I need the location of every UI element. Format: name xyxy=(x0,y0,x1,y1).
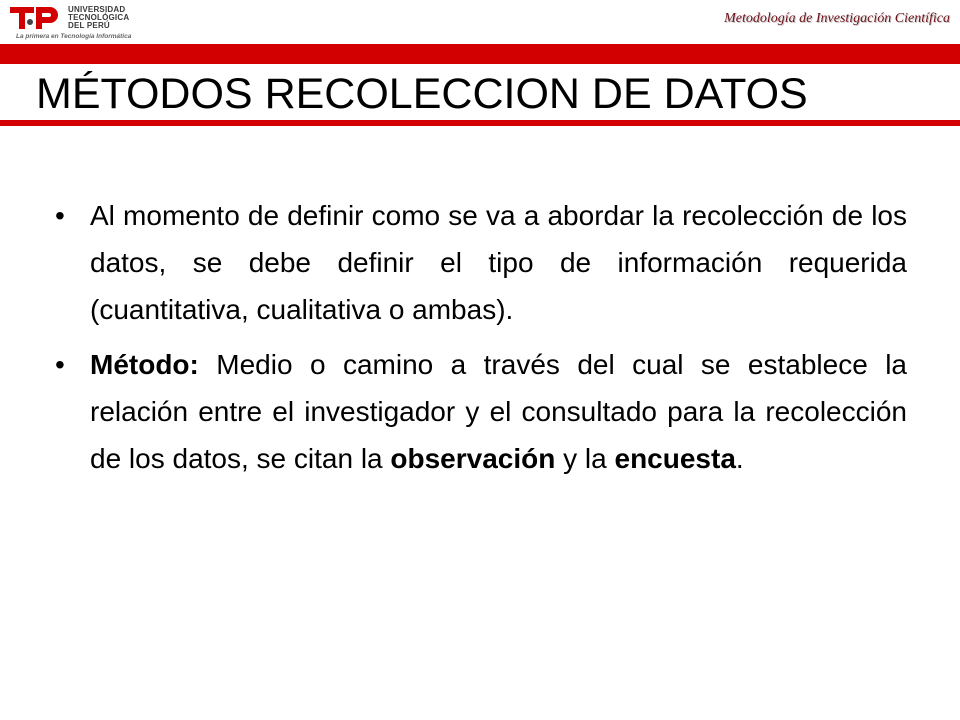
term-observation: observación xyxy=(390,443,556,474)
logo-tagline: La primera en Tecnología Informática xyxy=(16,33,132,40)
term-survey: encuesta xyxy=(614,443,736,474)
header-red-bar xyxy=(0,44,960,64)
bullet-text: . xyxy=(735,443,744,474)
logo-line: TECNOLÓGICA xyxy=(68,13,130,22)
bullet-text: Al momento de definir como se va a abordar la recolección de los datos, se debe definir el tipo de información requerida (cuantitativa, cualitativa o ambas). xyxy=(90,200,907,325)
course-title: Metodología de Investigación Científica xyxy=(724,11,950,26)
logo-line: DEL PERÚ xyxy=(68,21,110,30)
bullet-list xyxy=(55,192,907,490)
logo-wordmark xyxy=(68,6,129,30)
bullet-icon: • xyxy=(55,200,65,231)
bullet-text: Medio o camino a través del cual se establece la relación entre el investigador y el consultado para la recolección de los datos, se citan la xyxy=(90,349,907,474)
university-logo xyxy=(10,4,150,40)
title-underline-bar xyxy=(0,120,960,126)
term-method: Método: xyxy=(90,349,199,380)
logo-line: UNIVERSIDAD xyxy=(68,5,126,14)
bullet-icon: • xyxy=(55,349,65,380)
bullet-text: y la xyxy=(555,443,615,474)
slide-title: MÉTODOS RECOLECCION DE DATOS xyxy=(36,70,808,118)
bullet-item-method xyxy=(55,341,907,482)
utp-emblem-icon xyxy=(10,4,64,32)
bullet-item-data-collection xyxy=(55,192,907,333)
